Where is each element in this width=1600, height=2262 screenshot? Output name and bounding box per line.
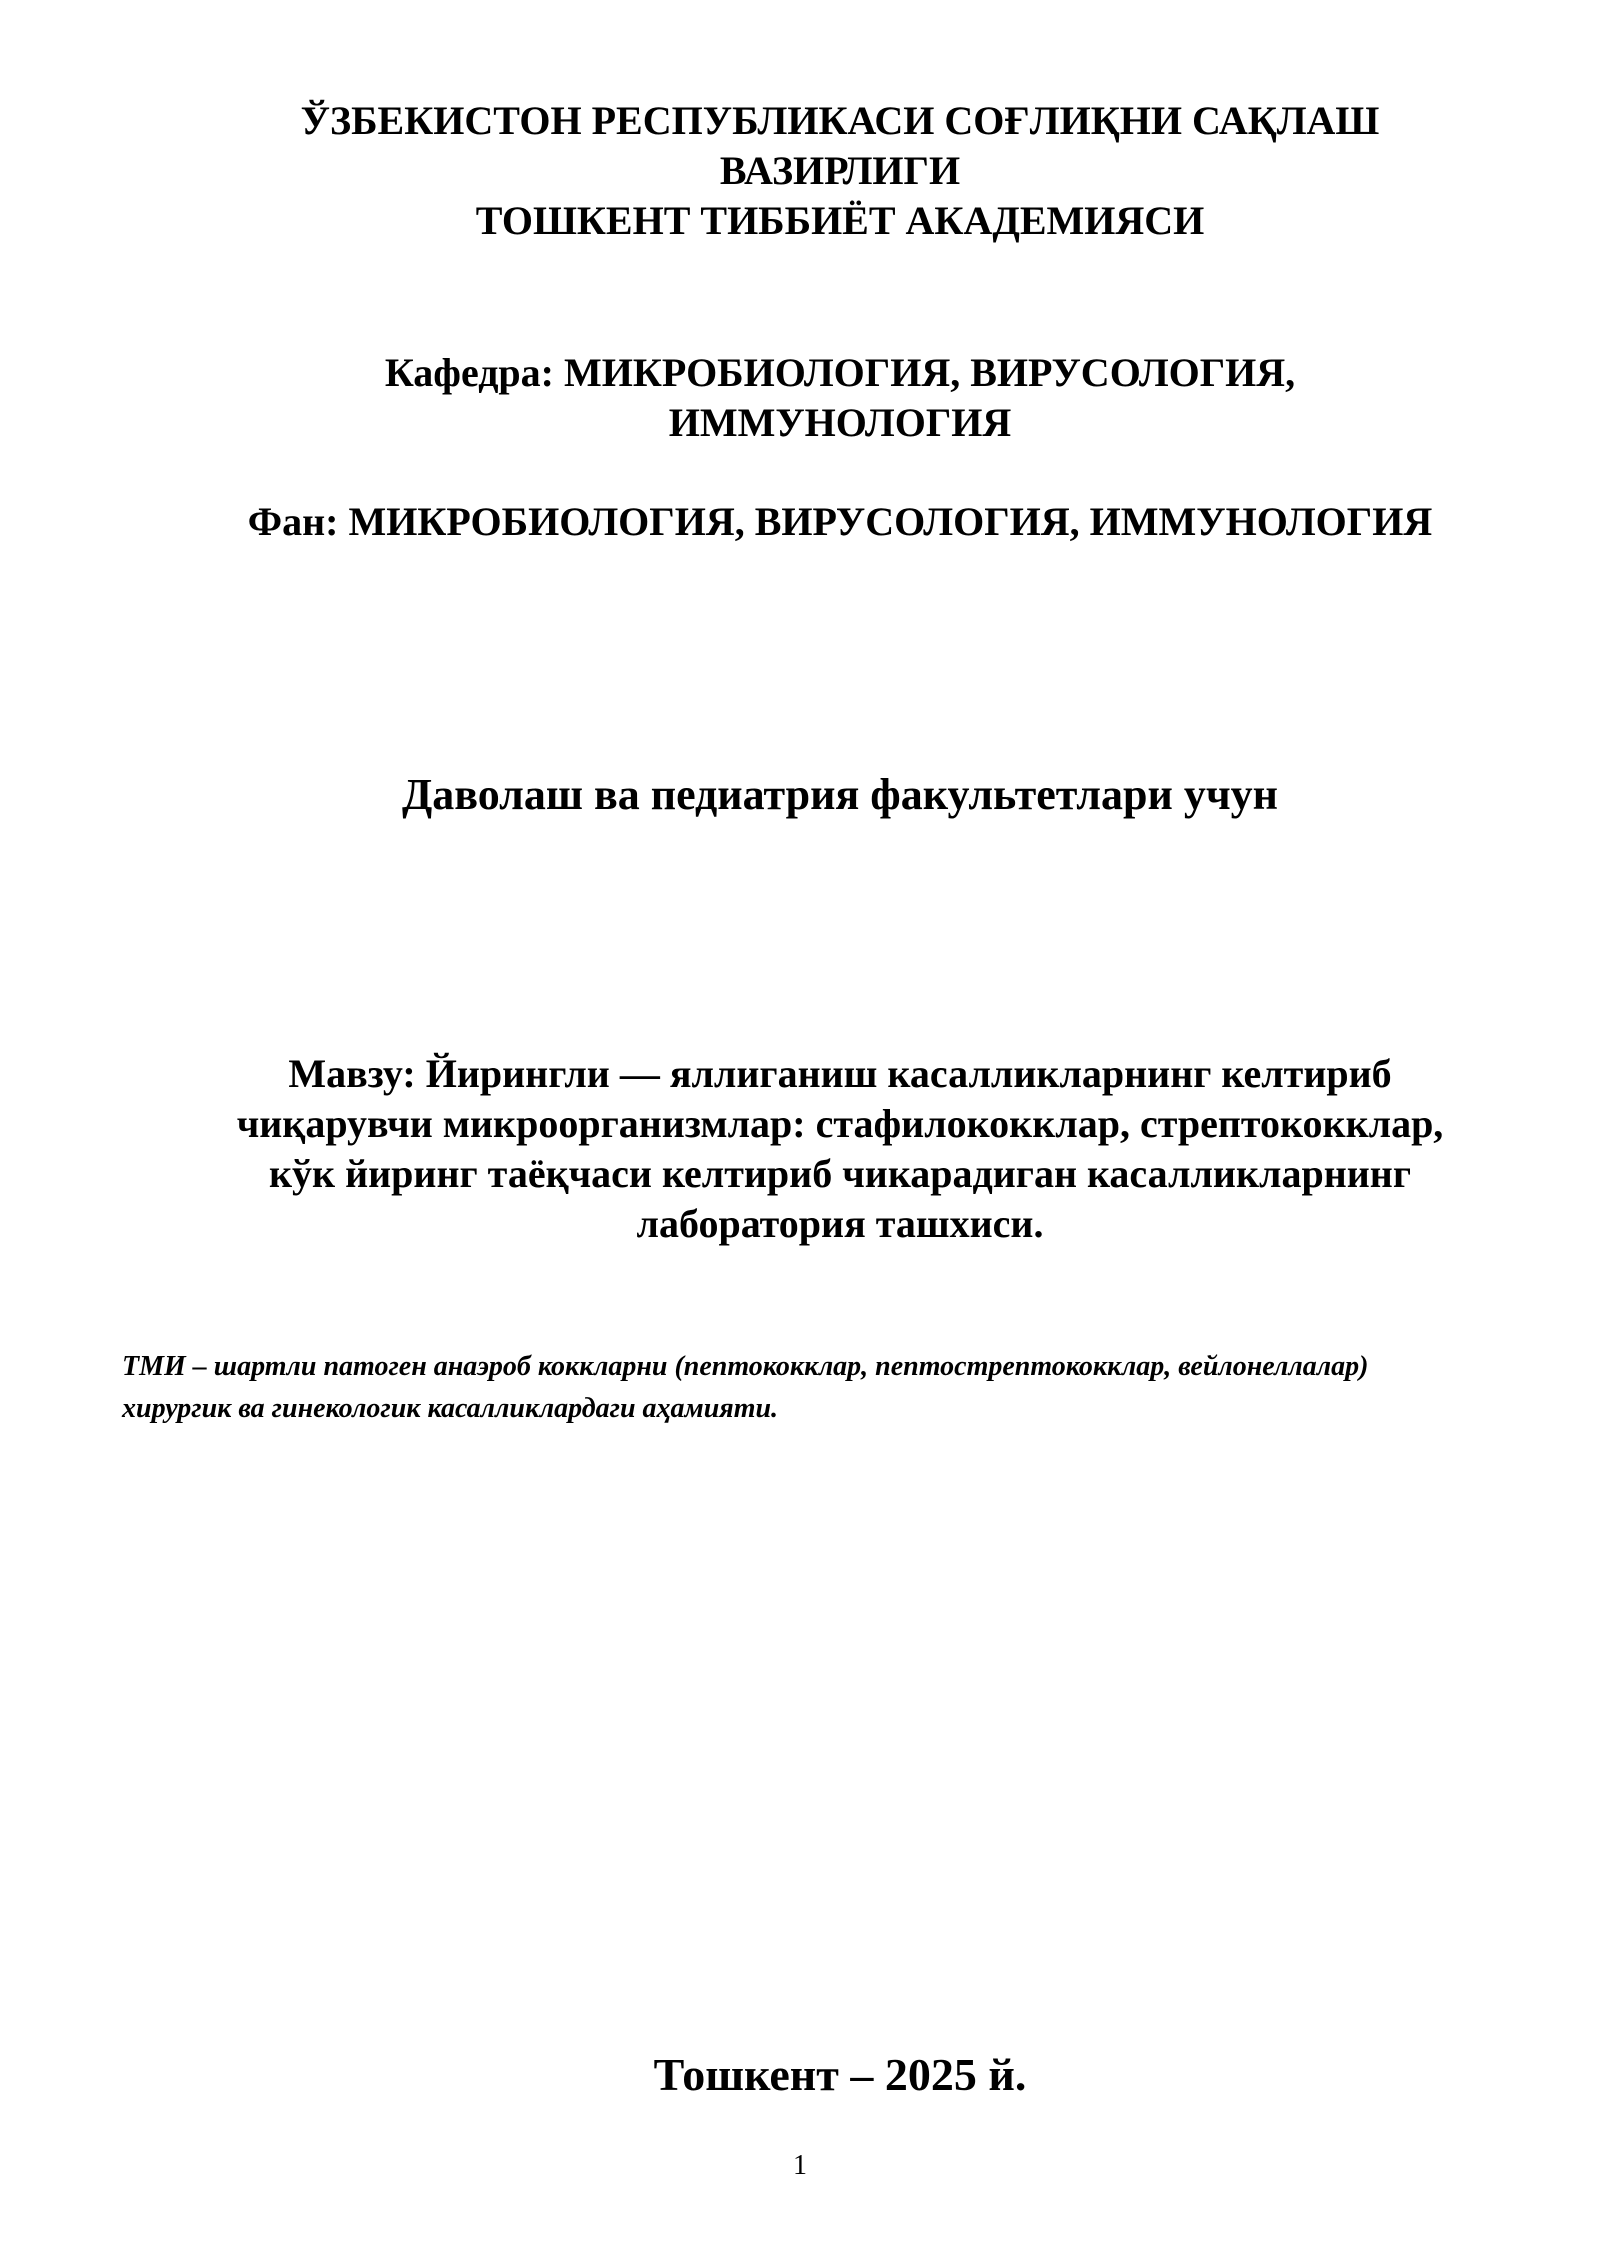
department-heading xyxy=(230,348,1450,448)
topic-heading xyxy=(130,1049,1550,1249)
page-number: 1 xyxy=(793,2150,807,2181)
self-study-line-2: хирургик ва гинекологик касалликлардаги аҳамияти. xyxy=(122,1393,779,1424)
city-year: Тошкент – 2025 й. xyxy=(653,2049,1027,2100)
academy-name: ТОШКЕНТ ТИББИЁТ АКАДЕМИЯСИ xyxy=(475,198,1205,243)
topic-line: чиқарувчи микроорганизмлар: стафилококклар, стрептококклар, xyxy=(236,1101,1444,1146)
subject-heading: Фан: МИКРОБИОЛОГИЯ, ВИРУСОЛОГИЯ, ИММУНОЛОГИЯ xyxy=(247,499,1433,544)
topic-line: Мавзу: Йирингли — яллиганиш касалликларнинг келтириб xyxy=(288,1051,1392,1096)
faculty-heading: Даволаш ва педиатрия факультетлари учун xyxy=(402,770,1278,819)
self-study-topic xyxy=(122,1346,1522,1430)
department-line-1: Кафедра: МИКРОБИОЛОГИЯ, ВИРУСОЛОГИЯ, xyxy=(384,350,1296,395)
institution-header xyxy=(220,96,1460,246)
self-study-line-1: ТМИ – шартли патоген анаэроб коккларни (пептококклар, пептострептококклар, вейлонеллалар) xyxy=(122,1351,1369,1382)
ministry-line-1: ЎЗБЕКИСТОН РЕСПУБЛИКАСИ СОҒЛИҚНИ САҚЛАШ xyxy=(300,98,1380,143)
ministry-line-2: ВАЗИРЛИГИ xyxy=(719,148,961,193)
topic-line: кўк йиринг таёқчаси келтириб чикарадиган касалликларнинг xyxy=(268,1151,1411,1196)
department-line-2: ИММУНОЛОГИЯ xyxy=(668,400,1012,445)
topic-line: лаборатория ташхиси. xyxy=(636,1201,1044,1246)
